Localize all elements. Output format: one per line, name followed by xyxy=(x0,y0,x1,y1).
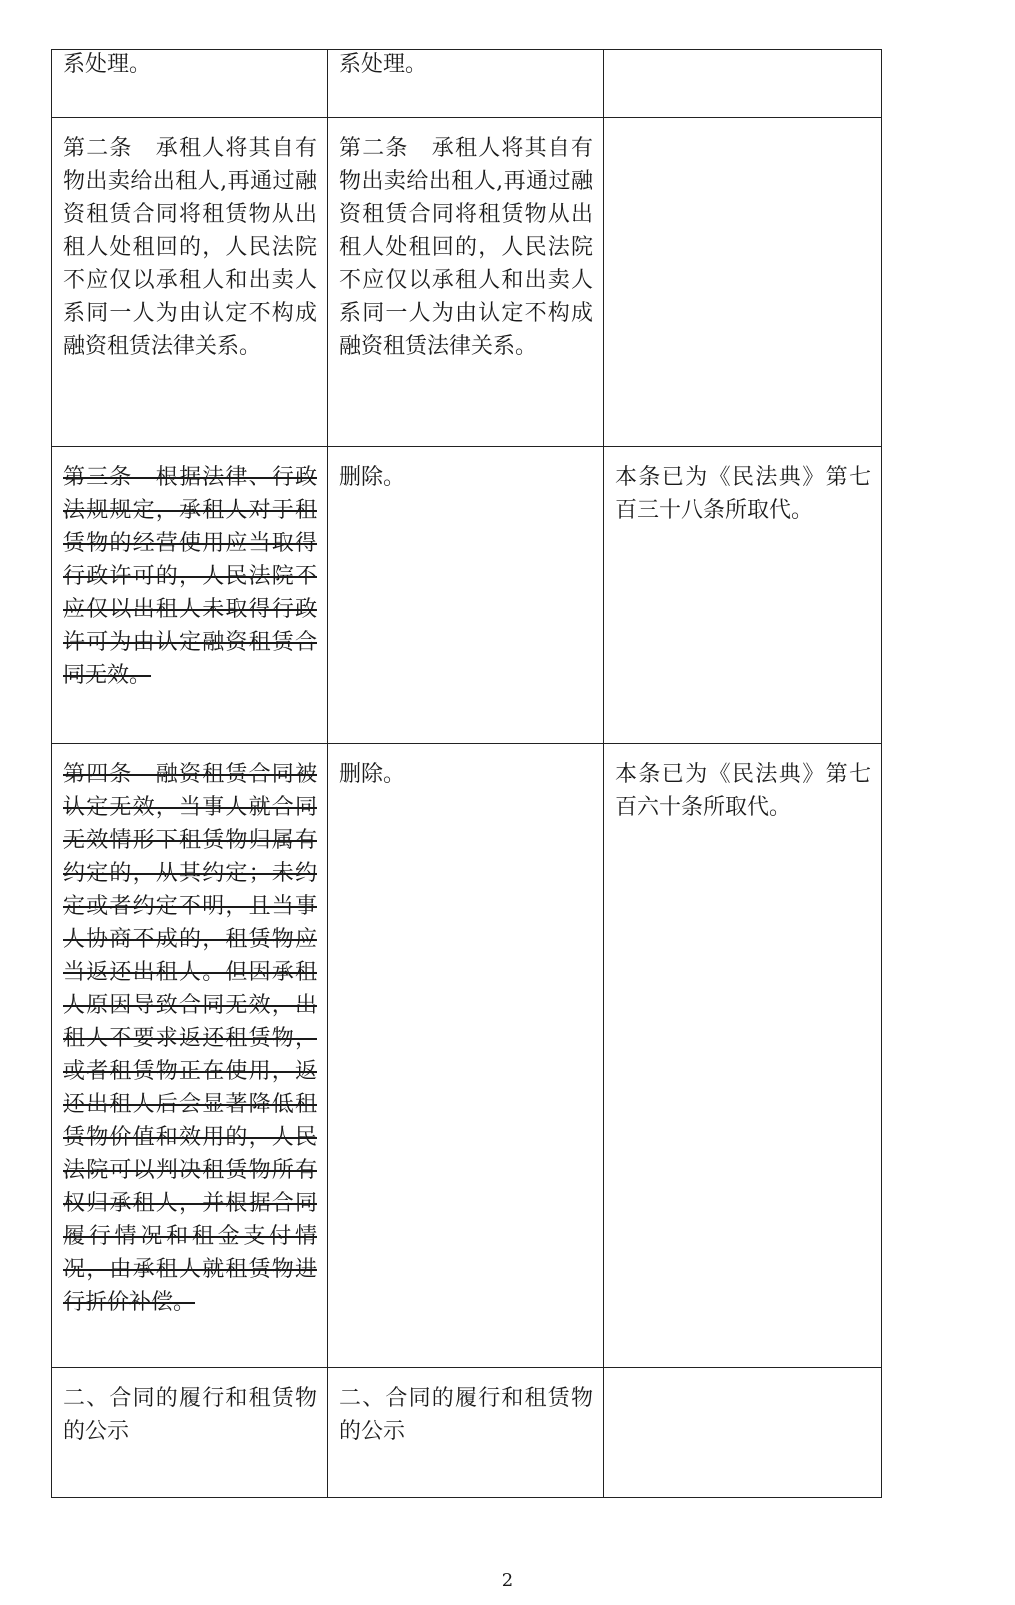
original-text: 第二条 承租人将其自有物出卖给出租人,再通过融资租赁合同将租赁物从出租人处租回的，人民法院不应仅以承租人和出卖人系同一人为由认定不构成融资租赁法律关系。 xyxy=(63,136,317,359)
table-row xyxy=(52,447,882,744)
original-cell xyxy=(52,744,328,1368)
comparison-table xyxy=(51,49,882,1498)
section-heading-text: 二、合同的履行和租赁物的公示 xyxy=(63,1386,317,1444)
revised-cell xyxy=(328,118,604,447)
revised-cell xyxy=(328,1368,604,1498)
note-cell xyxy=(604,118,882,447)
section-heading-text: 二、合同的履行和租赁物的公示 xyxy=(339,1386,593,1444)
revised-cell xyxy=(328,744,604,1368)
table-row xyxy=(52,1368,882,1498)
table-row xyxy=(52,50,882,118)
note-cell xyxy=(604,447,882,744)
deleted-original-text: 第三条 根据法律、行政法规规定，承租人对于租赁物的经营使用应当取得行政许可的，人民法院不应仅以出租人未取得行政许可为由认定融资租赁合同无效。 xyxy=(63,465,317,688)
deleted-original-text: 第四条 融资租赁合同被认定无效，当事人就合同无效情形下租赁物归属有约定的，从其约定；未约定或者约定不明，且当事人协商不成的，租赁物应当返还出租人。但因承租人原因导致合同无效，出租人不要求返还租赁物，或者租赁物正在使用，返还出租人后会显著降低租赁物价值和效用的，人民法院可以判决租赁物所有权归承租人，并根据合同履行情况和租金支付情况，由承租人就租赁物进行折价补偿。 xyxy=(63,762,317,1315)
revised-text: 删除。 xyxy=(339,465,406,490)
note-cell xyxy=(604,744,882,1368)
original-cell xyxy=(52,1368,328,1498)
note-text: 本条已为《民法典》第七百三十八条所取代。 xyxy=(615,465,871,523)
revised-cell xyxy=(328,50,604,118)
revised-text: 第二条 承租人将其自有物出卖给出租人,再通过融资租赁合同将租赁物从出租人处租回的，人民法院不应仅以承租人和出卖人系同一人为由认定不构成融资租赁法律关系。 xyxy=(339,136,593,359)
note-cell xyxy=(604,50,882,118)
note-cell xyxy=(604,1368,882,1498)
page-number: 2 xyxy=(501,1570,514,1591)
table-row xyxy=(52,744,882,1368)
revised-cell xyxy=(328,447,604,744)
original-text: 系处理。 xyxy=(63,52,152,77)
note-text: 本条已为《民法典》第七百六十条所取代。 xyxy=(615,762,871,820)
original-cell xyxy=(52,50,328,118)
revised-text: 删除。 xyxy=(339,762,406,787)
revised-text: 系处理。 xyxy=(339,52,428,77)
table-row xyxy=(52,118,882,447)
original-cell xyxy=(52,118,328,447)
original-cell xyxy=(52,447,328,744)
